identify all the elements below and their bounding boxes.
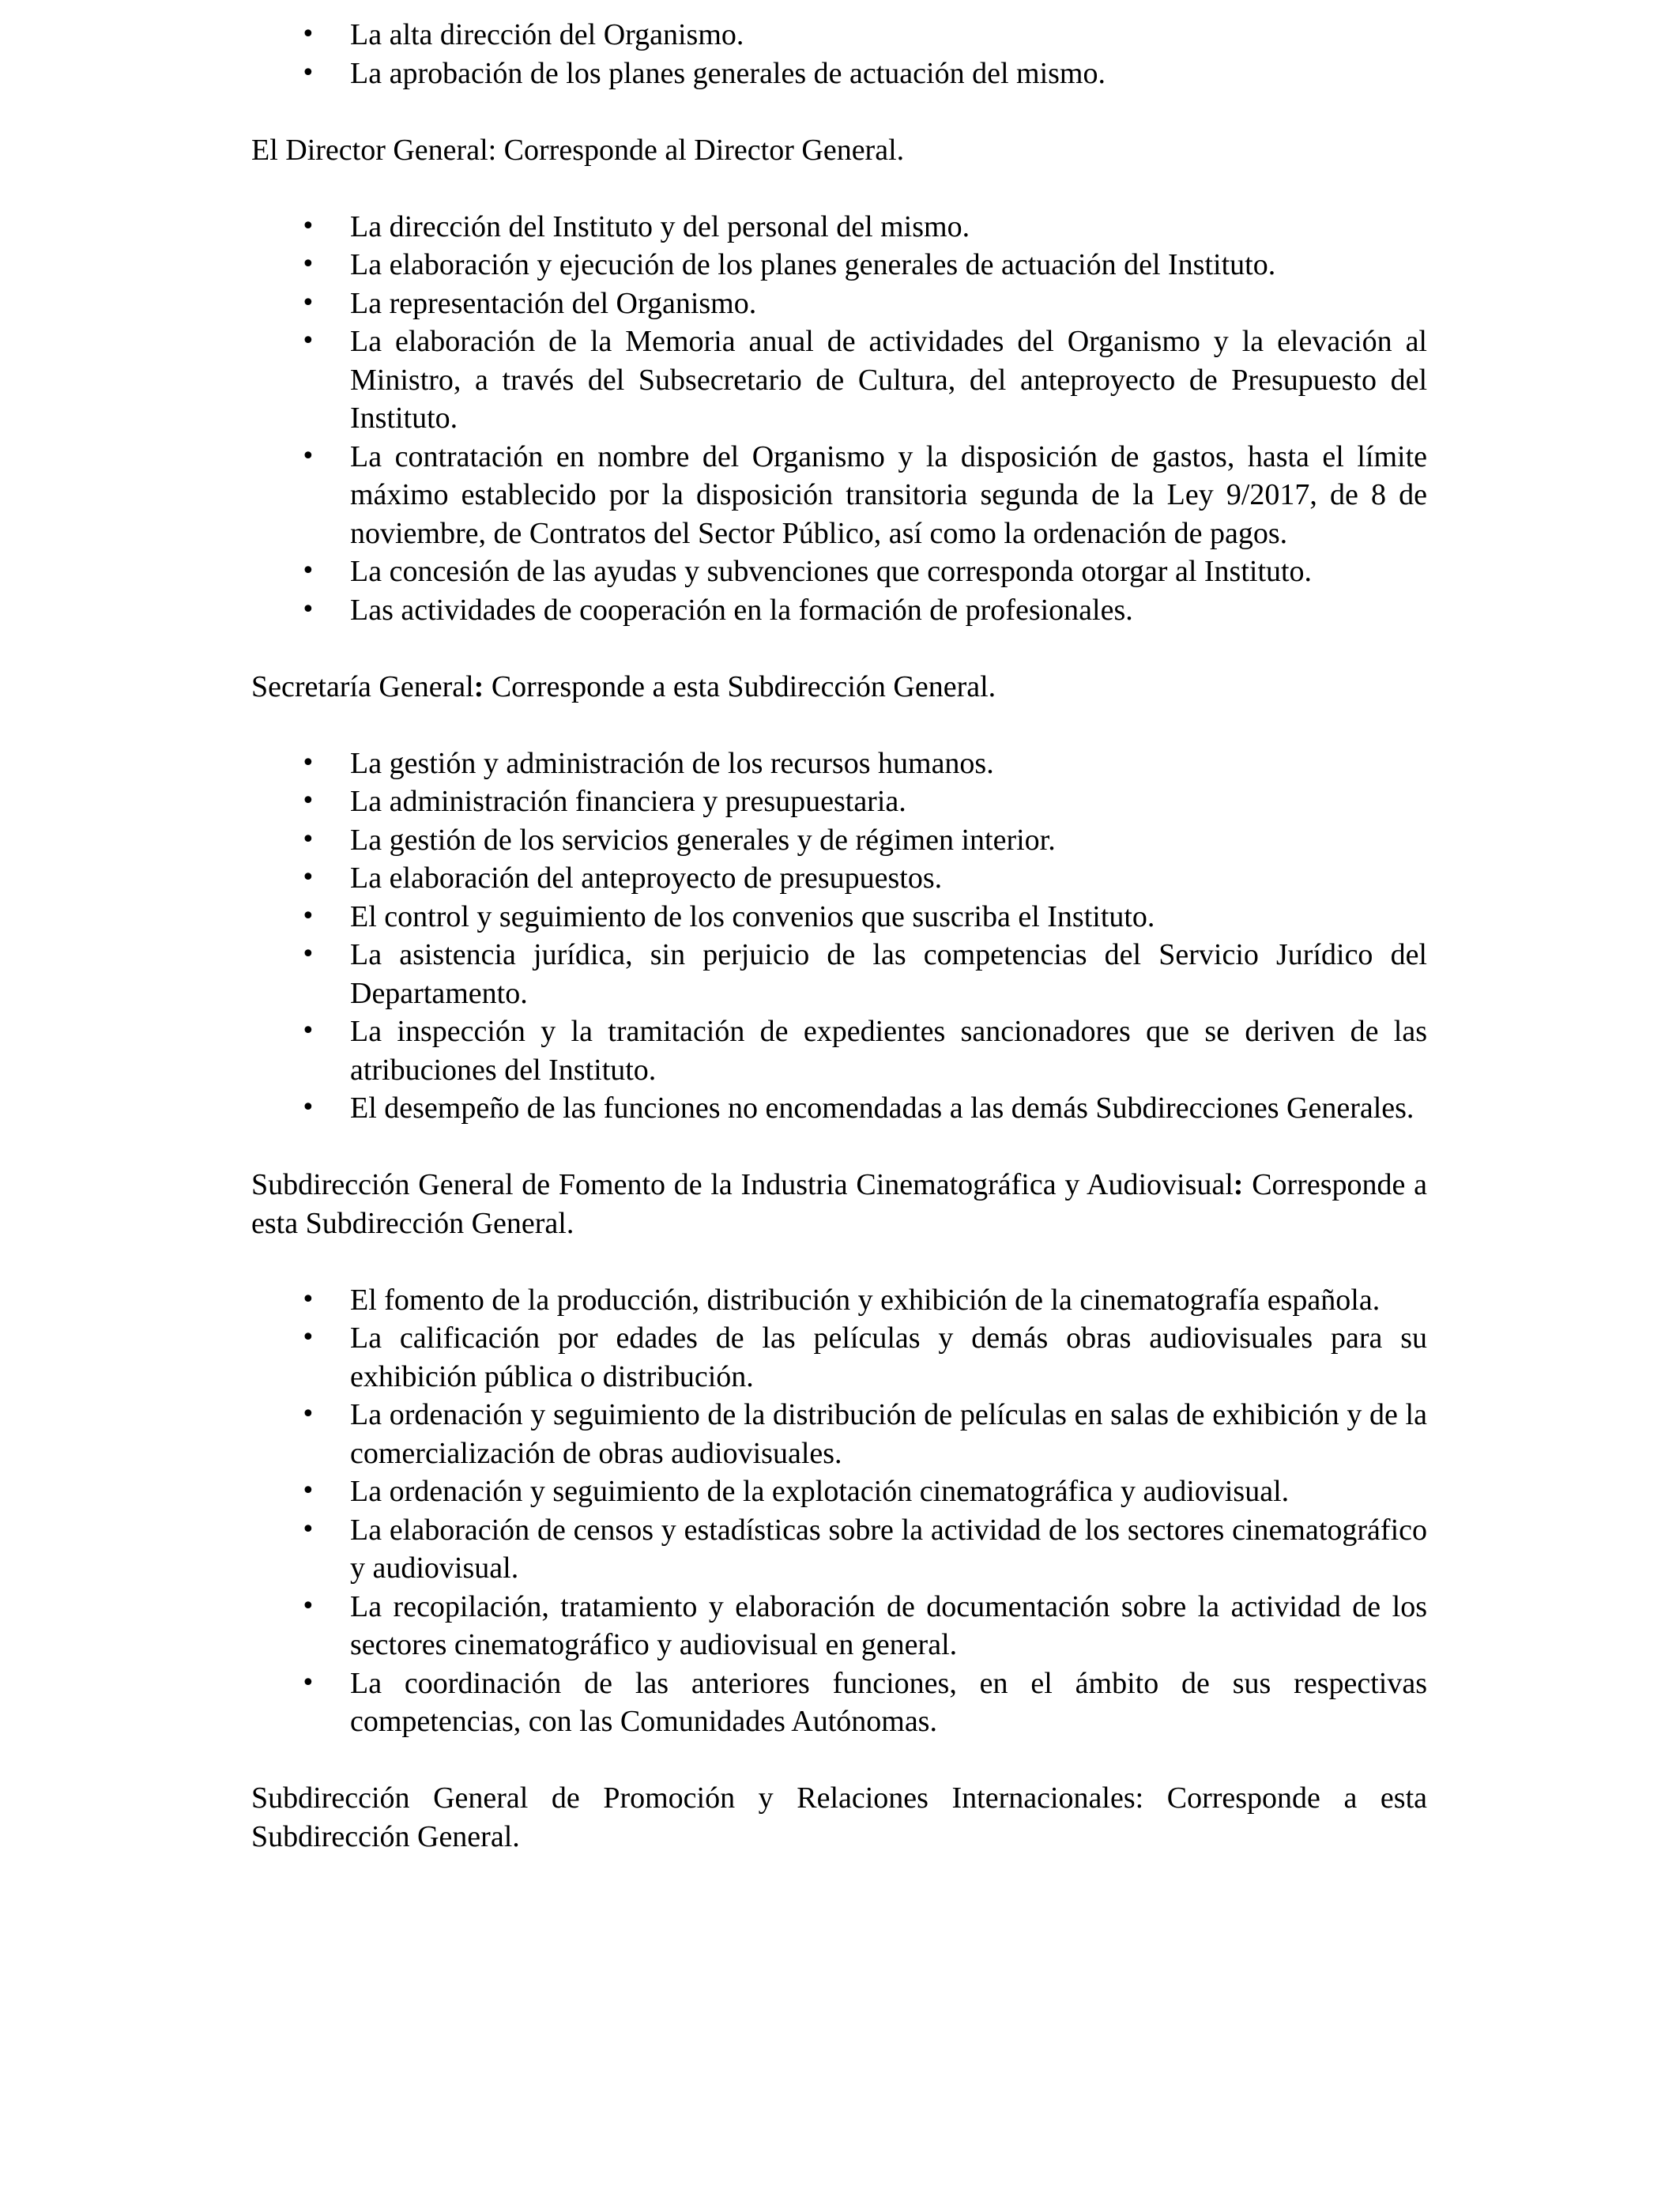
bullet-icon: •	[301, 288, 315, 317]
spacer	[251, 629, 1427, 668]
spacer	[251, 92, 1427, 131]
list-item	[251, 782, 1427, 821]
bullet-icon: •	[301, 1400, 315, 1428]
list-item-text: Las actividades de cooperación en la formación de profesionales.	[350, 593, 1133, 627]
list-item	[251, 1396, 1427, 1472]
fomento-list	[251, 1281, 1427, 1741]
list-item-text: La administración financiera y presupuestaria.	[350, 785, 906, 818]
list-item-text: La aprobación de los planes generales de actuación del mismo.	[350, 56, 1106, 90]
list-item	[251, 745, 1427, 783]
spacer	[251, 706, 1427, 745]
list-item-text: La recopilación, tratamiento y elaboración de documentación sobre la actividad de los sectores cinematográfico y audiovisual en general.	[350, 1589, 1427, 1661]
bullet-icon: •	[301, 327, 315, 355]
list-item-text: El fomento de la producción, distribución y exhibición de la cinematografía española.	[350, 1283, 1381, 1317]
document-page	[251, 16, 1427, 1856]
section-heading-secretaria-general	[251, 668, 1427, 707]
bullet-icon: •	[301, 1017, 315, 1045]
list-item	[251, 55, 1427, 93]
bold-colon: :	[1233, 1168, 1244, 1201]
list-item-text: El desempeño de las funciones no encomendadas a las demás Subdirecciones Generales.	[350, 1091, 1414, 1125]
bullet-icon: •	[301, 251, 315, 278]
bullet-icon: •	[301, 21, 315, 48]
bullet-icon: •	[301, 864, 315, 892]
list-item-text: La elaboración del anteproyecto de presupuestos.	[350, 861, 943, 895]
list-item-text: La dirección del Instituto y del personal del mismo.	[350, 209, 970, 243]
list-item	[251, 1319, 1427, 1396]
list-item-text: La gestión y administración de los recursos humanos.	[350, 746, 994, 780]
bullet-icon: •	[301, 1668, 315, 1697]
bullet-icon: •	[301, 825, 315, 854]
list-item-text: La coordinación de las anteriores funciones, en el ámbito de sus respectivas competencias, con las Comunidades Autónomas.	[350, 1666, 1427, 1738]
list-item	[251, 246, 1427, 285]
bullet-icon: •	[301, 748, 315, 777]
spacer	[251, 1741, 1427, 1780]
list-item-text: El control y seguimiento de los convenios que suscriba el Instituto.	[350, 899, 1155, 933]
list-item	[251, 552, 1427, 591]
intro-list	[251, 16, 1427, 92]
list-item	[251, 1089, 1427, 1128]
spacer	[251, 1128, 1427, 1167]
section-subtitle: Corresponde a esta Subdirección General.	[251, 1168, 1428, 1240]
list-item-text: La calificación por edades de las películas y demás obras audiovisuales para su exhibición pública o distribución.	[350, 1321, 1427, 1393]
list-item	[251, 1511, 1427, 1588]
bold-colon: :	[473, 669, 484, 703]
bullet-icon: •	[301, 1515, 315, 1544]
closing-paragraph: Subdirección General de Promoción y Relaciones Internacionales: Corresponde a esta Subdirección General.	[251, 1781, 1427, 1853]
bullet-icon: •	[301, 442, 315, 470]
section-title: Subdirección General de Fomento de la Industria Cinematográfica y Audiovisual	[251, 1168, 1234, 1201]
section-subtitle: : Corresponde al Director General.	[488, 133, 905, 167]
list-item-text: La contratación en nombre del Organismo y la disposición de gastos, hasta el límite máximo establecido por la disposición transitoria segunda de la Ley 9/2017, de 8 de noviembre, de Contratos del Sector Público, así como la ordenación de pagos.	[350, 439, 1427, 550]
list-item-text: La alta dirección del Organismo.	[350, 18, 744, 51]
list-item-text: La gestión de los servicios generales y de régimen interior.	[350, 823, 1056, 857]
list-item-text: La representación del Organismo.	[350, 286, 757, 320]
bullet-icon: •	[301, 595, 315, 624]
list-item	[251, 285, 1427, 323]
list-item	[251, 1472, 1427, 1511]
list-item	[251, 821, 1427, 860]
list-item-text: La elaboración de la Memoria anual de actividades del Organismo y la elevación al Ministro, a través del Subsecretario de Cultura, del anteproyecto de Presupuesto del Instituto.	[350, 325, 1427, 435]
bullet-icon: •	[301, 58, 315, 87]
list-item	[251, 438, 1427, 553]
list-item-text: La asistencia jurídica, sin perjuicio de las competencias del Servicio Jurídico del Departamento.	[350, 938, 1427, 1010]
bullet-icon: •	[301, 1477, 315, 1505]
bullet-icon: •	[301, 787, 315, 815]
list-item	[251, 322, 1427, 438]
section-title: El Director General	[251, 133, 488, 167]
list-item	[251, 208, 1427, 247]
section-title: Secretaría General	[251, 669, 474, 703]
spacer	[251, 1242, 1427, 1281]
list-item	[251, 936, 1427, 1012]
list-item	[251, 1664, 1427, 1741]
list-item-text: La ordenación y seguimiento de la distribución de películas en salas de exhibición y de la comercialización de obras audiovisuales.	[350, 1398, 1427, 1470]
section-subtitle: Corresponde a esta Subdirección General.	[484, 669, 996, 703]
director-general-list	[251, 208, 1427, 630]
list-item	[251, 16, 1427, 55]
bullet-icon: •	[301, 941, 315, 968]
bullet-icon: •	[301, 1592, 315, 1620]
section-heading-director-general	[251, 131, 1427, 170]
list-item	[251, 1012, 1427, 1089]
bullet-icon: •	[301, 1324, 315, 1351]
bullet-icon: •	[301, 902, 315, 930]
bullet-icon: •	[301, 1094, 315, 1122]
bullet-icon: •	[301, 557, 315, 585]
list-item	[251, 1588, 1427, 1664]
list-item-text: La elaboración de censos y estadísticas sobre la actividad de los sectores cinematográfico y audiovisual.	[350, 1513, 1427, 1585]
list-item-text: La ordenación y seguimiento de la explotación cinematográfica y audiovisual.	[350, 1475, 1290, 1508]
section-heading-fomento	[251, 1166, 1427, 1242]
spacer	[251, 169, 1427, 208]
secretaria-general-list	[251, 745, 1427, 1128]
list-item-text: La concesión de las ayudas y subvenciones que corresponda otorgar al Instituto.	[350, 555, 1313, 588]
list-item	[251, 859, 1427, 898]
list-item-text: La inspección y la tramitación de expedientes sancionadores que se deriven de las atribuciones del Instituto.	[350, 1015, 1427, 1087]
bullet-icon: •	[301, 212, 315, 240]
bullet-icon: •	[301, 1285, 315, 1314]
list-item	[251, 898, 1427, 937]
list-item	[251, 1281, 1427, 1320]
list-item-text: La elaboración y ejecución de los planes generales de actuación del Instituto.	[350, 248, 1276, 281]
list-item	[251, 591, 1427, 630]
